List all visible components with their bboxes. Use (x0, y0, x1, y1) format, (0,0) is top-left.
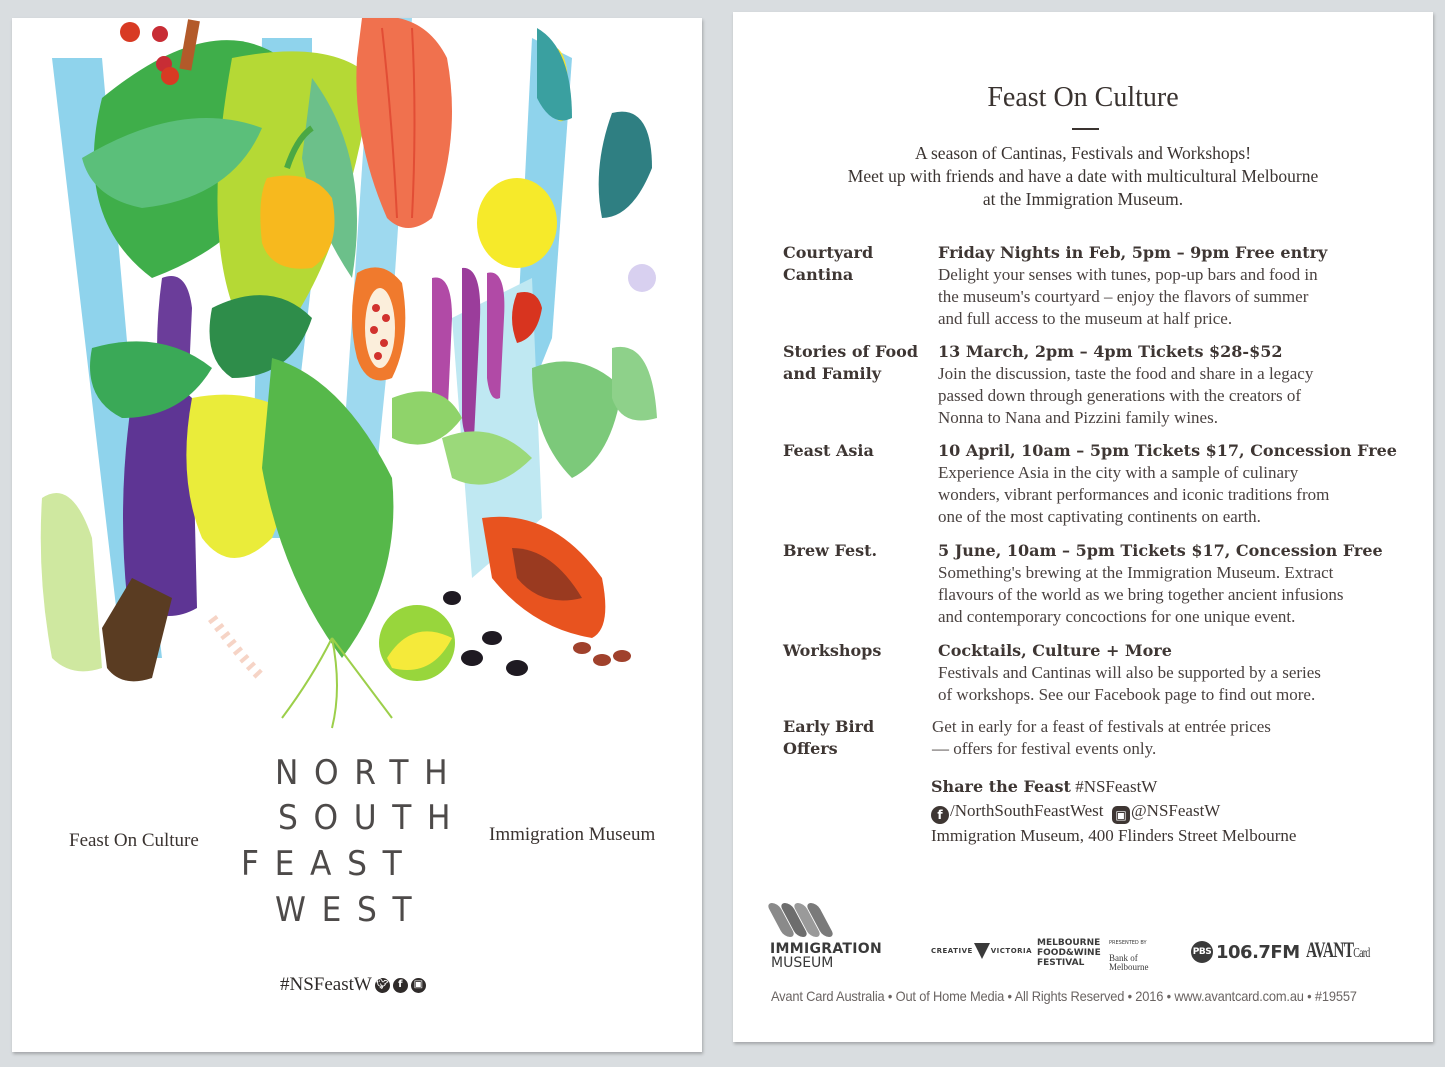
back-card (733, 12, 1433, 1042)
desc-line: Experience Asia in the city with a sample of culinary (938, 463, 1299, 482)
event-headline: Cocktails, Culture + More (938, 641, 1172, 660)
event-description (938, 662, 1398, 706)
event-description (932, 716, 1392, 760)
event-name (783, 242, 923, 286)
facebook-handle: /NorthSouthFeastWest (950, 801, 1104, 820)
bank-of-melbourne-logo (1109, 939, 1149, 972)
hashtag-row (280, 974, 426, 996)
event-name-line: Courtyard (783, 243, 874, 262)
event-body (938, 341, 1398, 429)
event-description (938, 363, 1398, 429)
event-name-line: Stories of Food (783, 342, 919, 361)
desc-line: and full access to the museum at half price. (938, 309, 1233, 328)
intro-line: Meet up with friends and have a date with multicultural Melbourne (847, 166, 1319, 186)
desc-line: wonders, vibrant performances and iconic traditions from (938, 485, 1330, 504)
instagram-handle: @NSFeastW (1131, 801, 1221, 820)
intro-text (733, 142, 1433, 211)
title-divider (1072, 128, 1099, 130)
feast-on-culture-label: Feast On Culture (69, 830, 199, 851)
logo-text: MELBOURNE (1037, 938, 1101, 948)
event-name-line: Feast Asia (783, 441, 874, 460)
logo-text: IMMIGRATION (770, 941, 882, 957)
event-description (938, 264, 1398, 330)
facebook-icon: f (393, 978, 408, 993)
pbs-radio-logo (1191, 941, 1300, 963)
event-name (783, 640, 923, 662)
desc-line: passed down through generations with the creators of (938, 386, 1302, 405)
illustration-svg (12, 18, 702, 738)
facebook-icon: f (931, 806, 949, 824)
share-label: Share the Feast (931, 777, 1071, 796)
event-name-line: and Family (783, 364, 881, 383)
desc-line: one of the most captivating continents on earth. (938, 507, 1261, 526)
immigration-museum-logo (771, 905, 882, 969)
desc-line: Join the discussion, taste the food and share in a legacy (938, 364, 1314, 383)
logo-text: AVANT (1306, 937, 1354, 962)
social-line (931, 799, 1296, 824)
logo-text: VICTORIA (990, 947, 1033, 955)
avant-card-logo (1306, 937, 1370, 963)
desc-line: and contemporary concoctions for one unique event. (938, 607, 1296, 626)
desc-line: flavours of the world as we bring together ancient infusions (938, 585, 1344, 604)
logo-line-north: NORTH (275, 753, 464, 793)
back-title: Feast On Culture (987, 82, 1179, 113)
share-hashtag: #NSFeastW (1075, 777, 1158, 796)
event-name (783, 341, 923, 385)
logo-line-south: SOUTH (278, 798, 467, 838)
event-name-line: Workshops (783, 641, 882, 660)
intro-line: at the Immigration Museum. (982, 189, 1184, 209)
footer-credit: Avant Card Australia • Out of Home Media • All Rights Reserved • 2016 • www.avantcard.com.au • #19557 (771, 988, 1357, 1004)
event-description (938, 562, 1398, 628)
share-line (931, 775, 1296, 799)
sponsor-logos (771, 905, 1401, 975)
event-name (783, 440, 923, 462)
event-headline: 13 March, 2pm – 4pm Tickets $28-$52 (938, 342, 1283, 361)
event-headline: 10 April, 10am – 5pm Tickets $17, Concession Free (938, 441, 1397, 460)
logo-text: Melbourne (1109, 962, 1149, 972)
vegetable-illustration (12, 18, 702, 738)
event-body (938, 242, 1398, 330)
logo-line-feast: FEAST (241, 844, 418, 884)
event-description (938, 462, 1398, 528)
pbs-badge-icon: PBS (1191, 941, 1213, 963)
venue-address: Immigration Museum, 400 Flinders Street Melbourne (931, 826, 1297, 845)
instagram-icon: ▣ (1112, 806, 1130, 824)
event-headline: Friday Nights in Feb, 5pm – 9pm Free entry (938, 243, 1328, 262)
desc-line: Nonna to Nana and Pizzini family wines. (938, 408, 1218, 427)
event-body (932, 716, 1392, 760)
logo-text: MUSEUM (771, 955, 834, 971)
event-body (938, 640, 1398, 706)
logo-text: CREATIVE (931, 947, 973, 955)
immigration-museum-mark-icon (771, 905, 831, 933)
event-name-line: Offers (783, 739, 838, 758)
logo-text: 106.7FM (1216, 941, 1300, 963)
event-name (783, 540, 923, 562)
desc-line: Festivals and Cantinas will also be supported by a series (938, 663, 1321, 682)
intro-line: A season of Cantinas, Festivals and Workshops! (914, 143, 1252, 163)
event-body (938, 540, 1398, 628)
logo-line-west: WEST (275, 890, 428, 930)
melbourne-food-wine-festival-logo (1037, 938, 1101, 968)
logo-text: FOOD&WINE (1037, 948, 1101, 958)
hashtag-text: #NSFeastW (280, 974, 372, 995)
desc-line: — offers for festival events only. (932, 739, 1157, 758)
event-name-line: Early Bird (783, 717, 875, 736)
twitter-icon: 🐦︎ (375, 978, 390, 993)
venue-label: Immigration Museum (489, 824, 656, 845)
creative-victoria-logo (931, 943, 1032, 959)
event-headline: 5 June, 10am – 5pm Tickets $17, Concession Free (938, 541, 1383, 560)
desc-line: Delight your senses with tunes, pop-up bars and food in (938, 265, 1318, 284)
instagram-icon: ▣ (411, 978, 426, 993)
desc-line: the museum's courtyard – enjoy the flavors of summer (938, 287, 1309, 306)
desc-line: of workshops. See our Facebook page to find out more. (938, 685, 1316, 704)
logo-text: Card (1353, 946, 1370, 961)
logo-text: Bank of (1109, 953, 1138, 963)
event-name (783, 716, 923, 760)
share-block (931, 775, 1296, 848)
desc-line: Get in early for a feast of festivals at entrée prices (932, 717, 1271, 736)
logo-text: PRESENTED BY (1109, 940, 1147, 946)
logo-text: FESTIVAL (1037, 958, 1085, 968)
triangle-icon (974, 943, 990, 959)
desc-line: Something's brewing at the Immigration Museum. Extract (938, 563, 1334, 582)
event-body (938, 440, 1398, 528)
event-name-line: Brew Fest. (783, 541, 878, 560)
event-name-line: Cantina (783, 265, 854, 284)
front-card (12, 18, 702, 1052)
